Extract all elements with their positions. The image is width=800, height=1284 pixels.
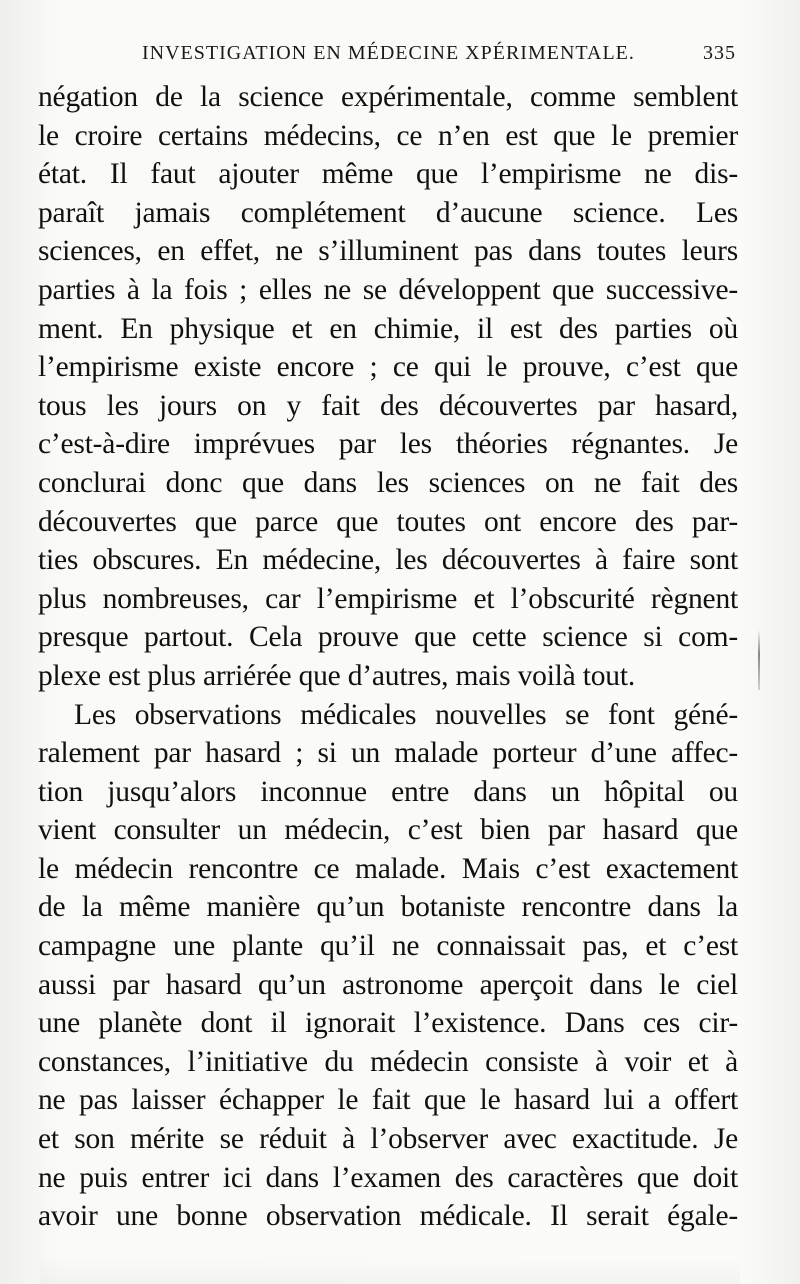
paragraph-1 <box>38 78 738 696</box>
text-line: tous les jours on y fait des découvertes par hasard, <box>38 389 738 422</box>
running-head <box>40 42 736 66</box>
body-text <box>38 78 738 1236</box>
text-line: constances, l’initiative du médecin consiste à voir et à <box>38 1045 738 1078</box>
text-line: de la même manière qu’un botaniste rencontre dans la <box>38 891 738 924</box>
paragraph-2 <box>38 696 738 1236</box>
text-line: Les observations médicales nouvelles se font géné- <box>74 698 738 731</box>
text-line: paraît jamais complétement d’aucune science. Les <box>38 196 738 229</box>
text-line: presque partout. Cela prouve que cette science si com- <box>38 621 738 654</box>
text-line: ne pas laisser échapper le fait que le hasard lui a offert <box>38 1084 738 1117</box>
text-line: l’empirisme existe encore ; ce qui le prouve, c’est que <box>38 351 738 384</box>
text-line: négation de la science expérimentale, comme semblent <box>38 81 738 113</box>
text-line: ment. En physique et en chimie, il est des parties où <box>38 312 738 345</box>
text-line: tion jusqu’alors inconnue entre dans un hôpital ou <box>38 775 738 808</box>
text-line: campagne une plante qu’il ne connaissait pas, et c’est <box>38 930 738 963</box>
text-line: ralement par hasard ; si un malade porteur d’une affec- <box>38 737 738 770</box>
text-line: c’est-à-dire imprévues par les théories régnantes. Je <box>38 428 738 461</box>
text-line: avoir une bonne observation médicale. Il serait égale- <box>38 1200 738 1233</box>
text-line: vient consulter un médecin, c’est bien par hasard que <box>38 814 738 847</box>
text-line: plexe est plus arriérée que d’autres, mais voilà tout. <box>38 659 636 692</box>
running-title: INVESTIGATION EN MÉDECINE XPÉRIMENTALE. <box>142 42 635 64</box>
text-line: conclurai donc que dans les sciences on ne fait des <box>38 466 738 499</box>
text-line: plus nombreuses, car l’empirisme et l’obscurité règnent <box>38 582 738 615</box>
text-line: sciences, en effet, ne s’illuminent pas dans toutes leurs <box>38 235 738 268</box>
text-line: découvertes que parce que toutes ont encore des par- <box>38 505 738 538</box>
text-line: ne puis entrer ici dans l’examen des caractères que doit <box>38 1161 738 1194</box>
text-line: et son mérite se réduit à l’observer avec exactitude. Je <box>38 1123 738 1156</box>
text-line: ties obscures. En médecine, les découvertes à faire sont <box>38 544 738 577</box>
text-line: état. Il faut ajouter même que l’empirisme ne dis- <box>38 158 738 191</box>
text-line: le médecin rencontre ce malade. Mais c’est exactement <box>38 852 738 885</box>
margin-pencil-mark <box>758 630 760 690</box>
show-through-footer <box>40 1258 740 1284</box>
page-number: 335 <box>703 42 736 64</box>
text-line: aussi par hasard qu’un astronome aperçoit dans le ciel <box>38 968 738 1001</box>
text-line: une planète dont il ignorait l’existence. Dans ces cir- <box>38 1007 738 1040</box>
text-line: parties à la fois ; elles ne se développent que successive- <box>38 273 738 306</box>
text-line: le croire certains médecins, ce n’en est que le premier <box>38 119 738 152</box>
